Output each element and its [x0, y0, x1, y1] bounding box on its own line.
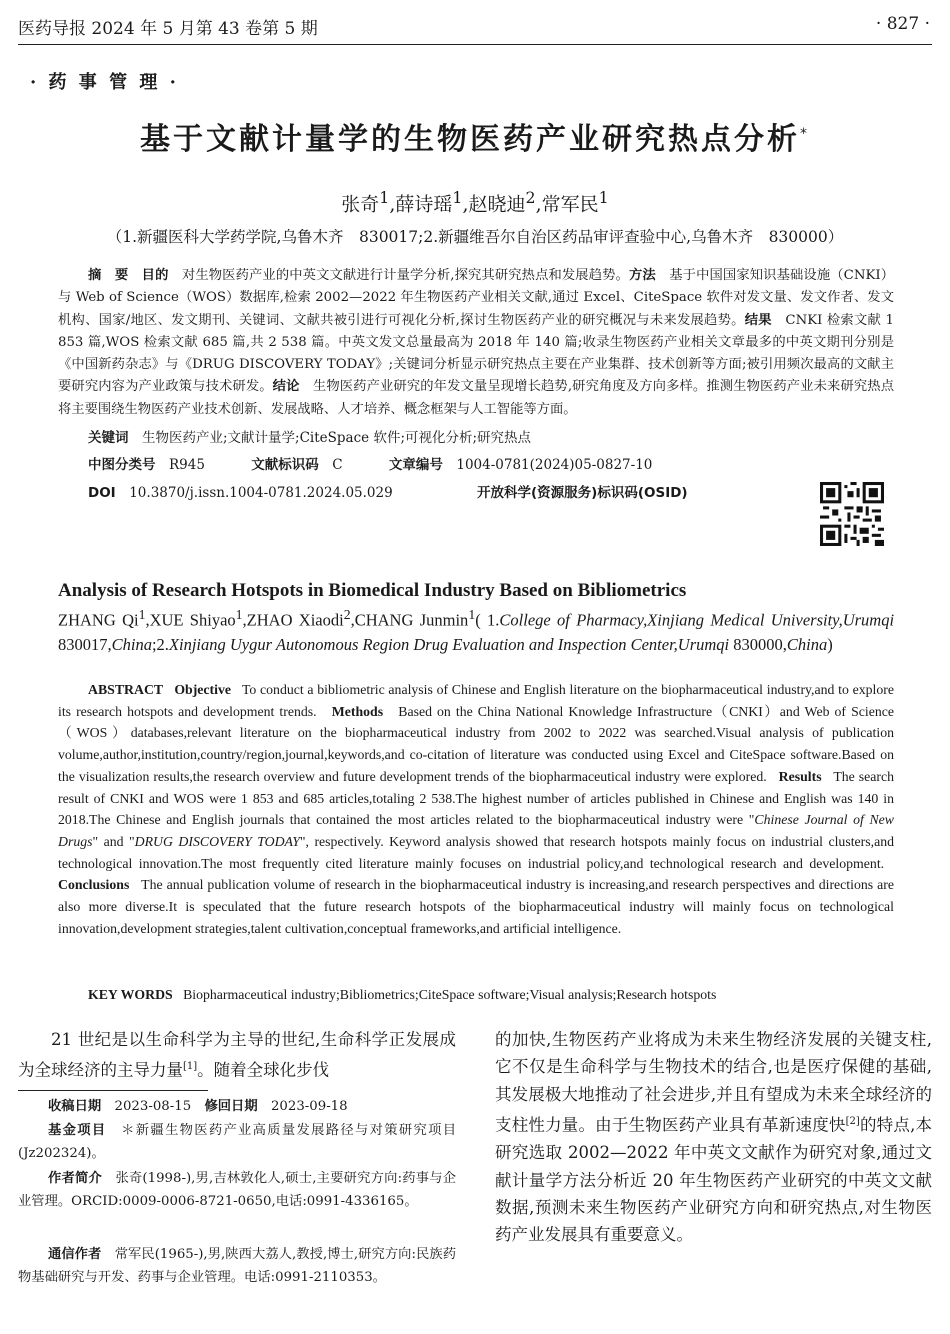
osid-qr-code[interactable] [820, 482, 884, 546]
citation-ref[interactable]: [1] [183, 1061, 198, 1073]
citation-ref[interactable]: [2] [845, 1116, 860, 1128]
affiliations: （1.新疆医科大学药学院,乌鲁木齐 830017;2.新疆维吾尔自治区药品审评查验中心,乌鲁木齐 830000） [106, 228, 844, 246]
body-left-column: 21 世纪是以生命科学为主导的世纪,生命科学正发展成为全球经济的主导力量[1]。随着全球化步伐 [18, 1030, 456, 1080]
footnote-dates: 收稿日期 2023-08-15 修回日期 2023-09-18 [48, 1099, 348, 1114]
english-authors: ZHANG Qi$^1$,XUE Shiyao$^1$,ZHAO Xiaodi$^2$,CHANG Junmin$^1$( 1.College of Pharmacy,Xinjiang Medical University,Urumqi 830017,China;2.Xinjiang Uygur Autonomous Region Drug Evaluation and Inspection Center,Urumqi 830000,China) [58, 607, 895, 654]
body-right-column: 的加快,生物医药产业将成为未来生物经济发展的关键支柱,它不仅是生命科学与生物技术的结合,也是医疗保健的基础,其发展极大地推动了社会进步,并且有望成为未来全球经济的支柱性力量。由于生物医药产业具有革新速度快[2]的特点,本研究选取 2002—2022 年中英文文献作为研究对象,通过文献计量学方法分析近 20 年生物医药产业研究的中英文文献数据,预测未来生物医药产业研究方向和研究热点,对生物医药产业发展具有重要意义。 [495, 1030, 933, 1245]
header-rule [18, 44, 932, 45]
classification-line: 中图分类号 R945 文献标识码 C 文章编号 1004-0781(2024)05-0827-10 [88, 457, 653, 474]
english-abstract: ABSTRACT Objective To conduct a bibliometric analysis of Chinese and English literature on the biopharmaceutical industry,and to explore its research hotspots and development trends. Methods Based on the China National Knowledge Infrastructure（CNKI）and Web of Science（WOS）databases,relevant literature on the biopharmaceutical industry from 2002 to 2022 was searched.Visual analysis of publication volume,author,institution,country/region,journal,keywords,and co-citation of literature was conducted using Excel and CiteSpace software.Based on the visualization results,the research overview and future development trends of the biopharmaceutical industry were explored. Results The search result of CNKI and WOS were 1 853 and 685 articles,totaling 2 538.The highest number of articles published in Chinese and English was 140 in 2018.The Chinese and English journals that contained the most articles related to the biopharmaceutical industry were "Chinese Journal of New Drugs" and "DRUG DISCOVERY TODAY", respectively. Keyword analysis showed that research hotspots mainly focus on industrial clusters,and technological innovation.The most frequently cited literature mainly focuses on industrial policy,and technological research and development. Conclusions The annual publication volume of research in the biopharmaceutical industry is increasing,and research perspectives and directions are also more diverse.It is speculated that the future research hotspots of the biopharmaceutical industry will mainly focus on technological innovation,development strategies,talent cultivation,conceptual frameworks,and artificial intelligence. [58, 682, 895, 936]
footnote-rule [18, 1090, 208, 1091]
english-keywords: KEY WORDS Biopharmaceutical industry;Bibliometrics;CiteSpace software;Visual analysis;Research hotspots [88, 987, 717, 1002]
chinese-abstract: 摘 要 目的 对生物医药产业的中英文文献进行计量学分析,探究其研究热点和发展趋势。方法 基于中国国家知识基础设施（CNKI）与 Web of Science（WOS）数据库,检索 2002—2022 年生物医药产业相关文献,通过 Excel、CiteSpace 软件对发文量、发文作者、发文机构、国家/地区、发文期刊、关键词、文献共被引进行可视化分析,探讨生物医药产业的研究概况与未来发展趋势。结果 CNKI 检索文献 1 853 篇,WOS 检索文献 685 篇,共 2 538 篇。中英文发文总量最高为 2018 年 140 篇;收录生物医药产业相关文章最多的中英文期刊分别是《中国新药杂志》与《DRUG DISCOVERY TODAY》;关键词分析显示研究热点主要在产业集群、技术创新等方面;被引用频次最高的文献主要研究内容为产业政策与技术研发。结论 生物医药产业研究的年发文量呈现增长趋势,研究角度及方向多样。推测生物医药产业未来研究热点将主要围绕生物医药产业技术创新、发展战略、人才培养、概念框架与人工智能等方面。 关键词 生物医药产业;文献计量学;CiteSpace 软件;可视化分析;研究热点 中图分类号 R945 文献标识码 C 文章编号 1004-0781(2024)05-0827-10 DOI 10.3870/j.issn.1004-0781.2024.05.029 开放科学(资源服务)标识码(OSID) [58, 265, 894, 504]
english-title: Analysis of Research Hotspots in Biomedical Industry Based on Bibliometrics [58, 580, 687, 601]
article-title: 基于文献计量学的生物医药产业研究热点分析* [140, 122, 810, 157]
footnote-author: 作者简介 张奇(1998-),男,吉林敦化人,硕士,主要研究方向:药事与企业管理。ORCID:0009-0006-8721-0650,电话:0991-4336165。 [18, 1171, 457, 1209]
footnote-fund: 基金项目 ＊新疆生物医药产业高质量发展路径与对策研究项目(Jz202324)。 [18, 1123, 457, 1161]
footnote-corresponding: 通信作者 常军民(1965-),男,陕西大荔人,教授,博士,研究方向:民族药物基础研究与开发、药事与企业管理。电话:0991-2110353。 [18, 1247, 457, 1285]
running-header-journal: 医药导报 2024 年 5 月第 43 卷第 5 期 [18, 19, 318, 39]
author-list: 张奇$^1$,薛诗瑶$^1$,赵晓迪$^2$,常军民$^1$ [341, 188, 609, 216]
section-label: · 药 事 管 理 · [30, 72, 179, 93]
doi-line: DOI 10.3870/j.issn.1004-0781.2024.05.029 开放科学(资源服务)标识码(OSID) [88, 484, 688, 501]
chinese-keywords: 关键词 生物医药产业;文献计量学;CiteSpace 软件;可视化分析;研究热点 [88, 430, 532, 447]
page-number: · 827 · [875, 14, 930, 34]
